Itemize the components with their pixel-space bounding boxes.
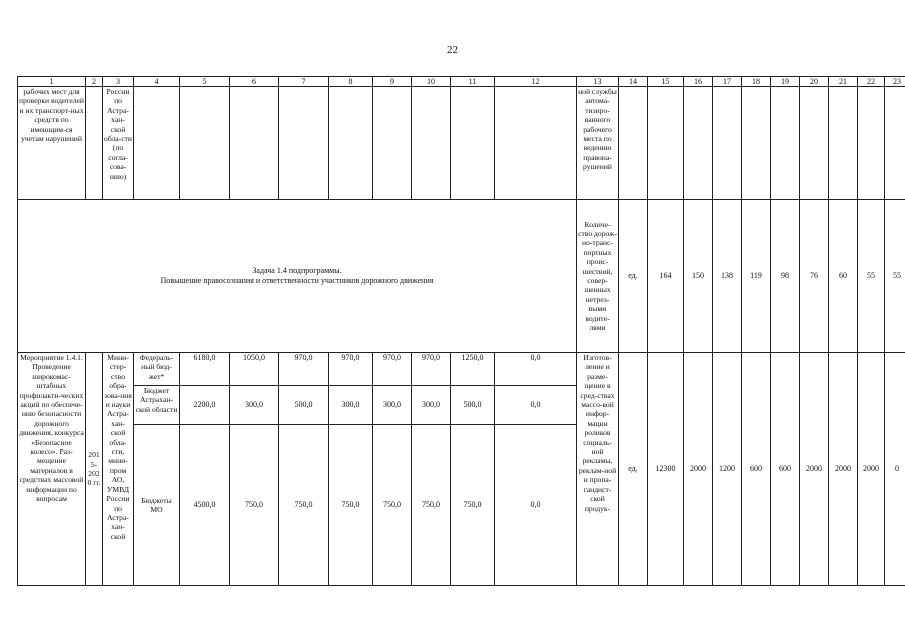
activity-value: 2000 (829, 353, 858, 586)
funding-year-value: 970,0 (373, 353, 412, 386)
task-value: 138 (713, 200, 742, 353)
funding-year-value: 750,0 (412, 425, 451, 586)
task-value: 76 (800, 200, 829, 353)
task-heading (18, 200, 577, 353)
continued-executor-text: России по Астра-хан-ской обла-сти (по согла-сова-нию) (103, 87, 134, 200)
funding-year-value: 500,0 (279, 386, 329, 425)
column-number: 15 (648, 77, 684, 87)
funding-total: 4500,0 (180, 425, 230, 586)
funding-year-value: 750,0 (279, 425, 329, 586)
funding-year-value: 300,0 (412, 386, 451, 425)
activity-value: 2000 (684, 353, 713, 586)
activity-value: 2000 (858, 353, 885, 586)
activity-value: 0 (885, 353, 905, 586)
funding-total: 2200,0 (180, 386, 230, 425)
activity-value: 12300 (648, 353, 684, 586)
funding-year-value: 300,0 (329, 386, 373, 425)
column-number: 7 (279, 77, 329, 87)
funding-total: 6180,0 (180, 353, 230, 386)
funding-source-name: Федераль-ный бюд-жет* (134, 353, 180, 386)
funding-year-value: 1050,0 (230, 353, 279, 386)
column-number: 1 (18, 77, 86, 87)
task-value: 55 (858, 200, 885, 353)
task-value: 55 (885, 200, 905, 353)
funding-col12-value: 0,0 (495, 425, 577, 586)
task-value: 119 (742, 200, 771, 353)
task-value: 150 (684, 200, 713, 353)
continued-indicator-text: ной службы автома-тизиро-ванного рабочего места по ведению правона-рушений (577, 87, 619, 200)
funding-year-value: 970,0 (329, 353, 373, 386)
funding-year-value: 970,0 (279, 353, 329, 386)
funding-year-value: 970,0 (412, 353, 451, 386)
funding-source-name: Бюджет Астрахан-ской области (134, 386, 180, 425)
activity-indicator: Изготов-ление и разме-щение в сред-ствах массо-вой инфор-мации роликов социаль-ной рекламы, реклам-ной и пропа-гандист-ской продук- (577, 353, 619, 586)
activity-value: 600 (742, 353, 771, 586)
task-subtitle: Повышение правосознания и ответственности участников дорожного движения (160, 276, 434, 285)
activity-unit: ед. (619, 353, 648, 586)
column-number: 17 (713, 77, 742, 87)
column-number: 21 (829, 77, 858, 87)
funding-year-value: 1250,0 (451, 353, 495, 386)
column-number-row (18, 77, 905, 87)
column-number: 9 (373, 77, 412, 87)
continued-activity-text: рабочих мест для проверки водителей и их транспорт-ных средств по имеющим-ся учетам нарушений (18, 87, 86, 200)
funding-year-value: 500,0 (451, 386, 495, 425)
activity-value: 2000 (800, 353, 829, 586)
task-value: 98 (771, 200, 800, 353)
funding-year-value: 300,0 (230, 386, 279, 425)
activity-period: 2015-2020 гг. (86, 353, 103, 586)
task-row (18, 200, 905, 353)
funding-source-name: Бюджеты МО (134, 425, 180, 586)
column-number: 13 (577, 77, 619, 87)
column-number: 10 (412, 77, 451, 87)
funding-year-value: 750,0 (230, 425, 279, 586)
column-number: 2 (86, 77, 103, 87)
column-number: 8 (329, 77, 373, 87)
column-number: 20 (800, 77, 829, 87)
column-number: 5 (180, 77, 230, 87)
funding-col12-value: 0,0 (495, 386, 577, 425)
continuation-row (18, 87, 905, 200)
column-number: 16 (684, 77, 713, 87)
task-title: Задача 1.4 подпрограммы. (252, 266, 342, 275)
column-number: 12 (495, 77, 577, 87)
program-table (17, 76, 905, 586)
column-number: 11 (451, 77, 495, 87)
task-value: 164 (648, 200, 684, 353)
column-number: 14 (619, 77, 648, 87)
task-value: 60 (829, 200, 858, 353)
funding-col12-value: 0,0 (495, 353, 577, 386)
task-indicator: Количе-ство дорож-но-транс-портных проис-шествий, совер-шенных нетрез-выми водите-лями (577, 200, 619, 353)
column-number: 3 (103, 77, 134, 87)
activity-value: 1200 (713, 353, 742, 586)
column-number: 18 (742, 77, 771, 87)
page-number: 22 (447, 44, 458, 56)
activity-name: Мероприятие 1.4.1. Проведение широкомас-штабных профилакти-ческих акций по обеспече-нию безопасности дорожного движения, конкурса «Безопасное колесо». Раз-мещение материалов в средствах массовой информации по вопросам (18, 353, 86, 586)
activity-executor: Мини-стер-ство обра-зова-ния и науки Астра-хан-ской обла-сти, мини-пром АО, УМВД России по Астра-хан-ской (103, 353, 134, 586)
activity-value: 600 (771, 353, 800, 586)
task-unit: ед. (619, 200, 648, 353)
column-number: 22 (858, 77, 885, 87)
funding-year-value: 300,0 (373, 386, 412, 425)
funding-year-value: 750,0 (451, 425, 495, 586)
column-number: 23 (885, 77, 905, 87)
column-number: 6 (230, 77, 279, 87)
funding-year-value: 750,0 (373, 425, 412, 586)
activity-row-federal (18, 353, 905, 386)
column-number: 19 (771, 77, 800, 87)
column-number: 4 (134, 77, 180, 87)
funding-year-value: 750,0 (329, 425, 373, 586)
